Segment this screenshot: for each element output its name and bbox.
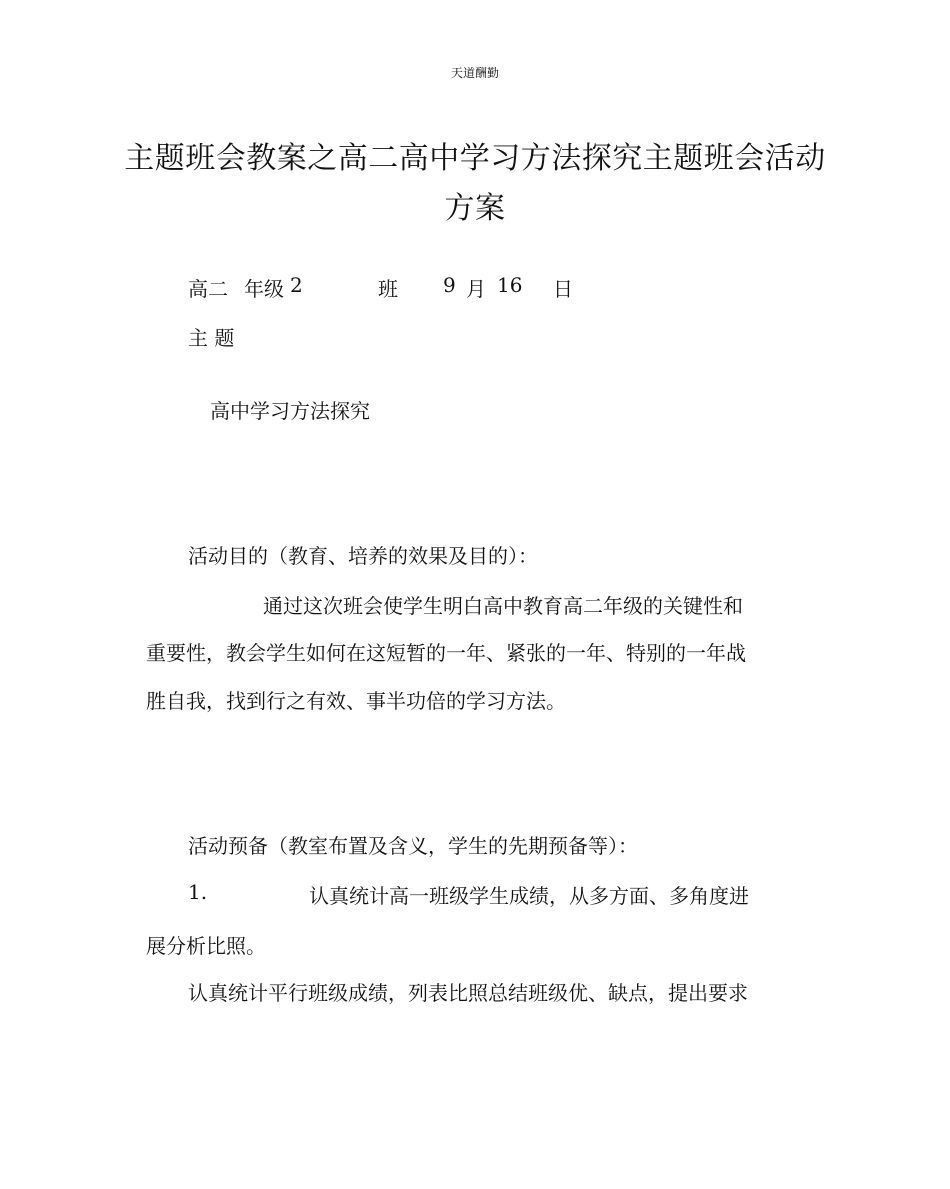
grade-word: 年级 [244,277,284,301]
theme-value: 高中学习方法探究 [210,399,370,423]
day-word: 日 [553,277,573,301]
purpose-paragraph-line-2: 重要性，教会学生如何在这短暂的一年、紧张的一年、特别的一年战 [146,641,746,665]
preparation-heading: 活动预备（教室布置及含义，学生的先期预备等）： [188,834,638,858]
document-title-line-2: 方案 [444,191,506,226]
preparation-item-2-line-1: 认真统计平行班级成绩，列表比照总结班级优、缺点，提出要求 [188,981,748,1005]
document-title-line-1: 主题班会教案之高二高中学习方法探究主题班会活动 [124,141,826,176]
month-number: 9 [443,273,456,297]
theme-label: 主 题 [188,326,235,350]
preparation-item-1-line-1: 认真统计高一班级学生成绩，从多方面、多角度进 [309,884,749,908]
preparation-item-1-number: 1. [188,880,208,904]
purpose-heading: 活动目的（教育、培养的效果及目的）： [188,544,538,568]
preparation-item-1-line-2: 展分析比照。 [146,934,266,958]
page-header: 天道酬勤 [450,66,499,80]
purpose-paragraph-line-3: 胜自我，找到行之有效、事半功倍的学习方法。 [146,689,566,713]
purpose-paragraph-line-1: 通过这次班会使学生明白高中教育高二年级的关键性和 [263,594,743,618]
month-word: 月 [466,277,486,301]
grade-label: 高二 [188,277,228,301]
day-number: 16 [497,273,523,297]
class-word: 班 [378,277,398,301]
class-number: 2 [290,273,303,297]
